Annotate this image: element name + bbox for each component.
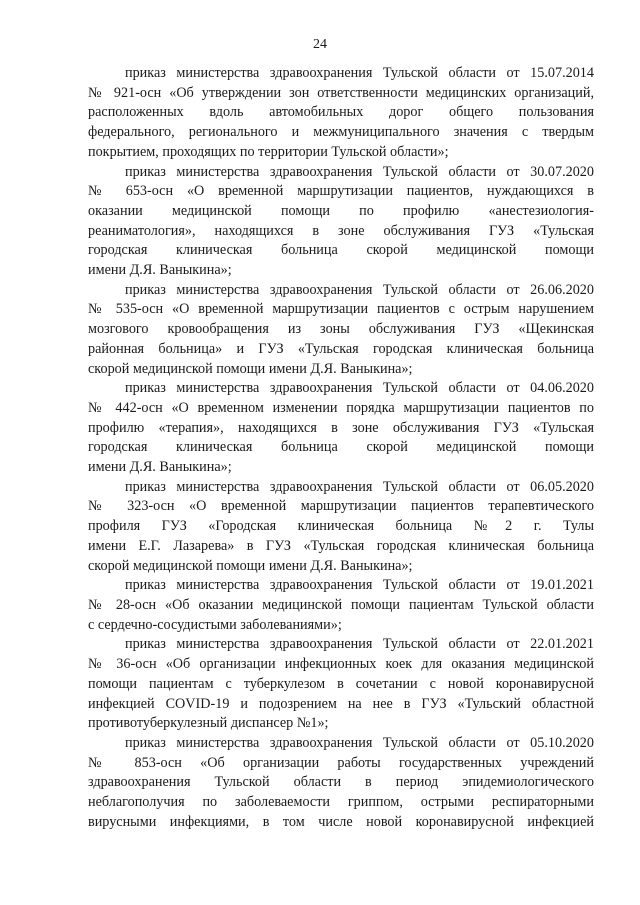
text-line: № 28-осн «Об оказании медицинской помощи пациентам Тульской области xyxy=(88,596,594,613)
text-line: противотуберкулезный диспансер №1»; xyxy=(88,715,329,732)
text-line: приказ министерства здравоохранения Тульской области от 15.07.2014 xyxy=(125,65,594,81)
paragraph-order-reference xyxy=(88,734,594,833)
text-line: № 535-осн «О временной маршрутизации пациентов с острым нарушением xyxy=(88,301,594,318)
text-line: федерального, регионального и межмуниципального значения с твердым xyxy=(88,124,594,141)
text-line: районная больница» и ГУЗ «Тульская городская клиническая больница xyxy=(88,340,594,357)
paragraph-order-reference xyxy=(88,635,594,734)
text-line: покрытием, проходящих по территории Тульской области»; xyxy=(88,143,449,160)
paragraph-order-reference xyxy=(88,576,594,635)
text-line: № 442-осн «О временном изменении порядка маршрутизации пациентов по xyxy=(88,399,594,416)
text-line: городская клиническая больница скорой медицинской помощи xyxy=(88,439,594,456)
text-line: приказ министерства здравоохранения Тульской области от 06.05.2020 xyxy=(125,478,594,495)
text-line: здравоохранения Тульской области в период эпидемиологического xyxy=(88,774,594,791)
text-line: № 921-осн «Об утверждении зон ответственности медицинских организаций, xyxy=(88,84,594,101)
paragraph-order-reference xyxy=(88,478,594,577)
text-line: скорой медицинской помощи имени Д.Я. Ваныкина»; xyxy=(88,360,413,377)
text-line: приказ министерства здравоохранения Тульской области от 26.06.2020 xyxy=(125,281,594,298)
paragraph-order-reference xyxy=(88,163,594,281)
page-number: 24 xyxy=(313,37,327,52)
text-line: № 653-осн «О временной маршрутизации пациентов, нуждающихся в xyxy=(88,183,594,200)
text-line: профилю «терапия», находящихся в зоне обслуживания ГУЗ «Тульская xyxy=(88,419,594,436)
text-line: приказ министерства здравоохранения Тульской области от 22.01.2021 xyxy=(125,636,594,653)
text-line: приказ министерства здравоохранения Тульской области от 04.06.2020 xyxy=(125,380,594,397)
text-line: неблагополучия по заболеваемости гриппом, острыми респираторными xyxy=(88,794,594,811)
text-line: помощи пациентам с туберкулезом в сочетании с новой коронавирусной xyxy=(88,675,594,692)
text-line: с сердечно-сосудистыми заболеваниями»; xyxy=(88,616,342,633)
text-line: имени Е.Г. Лазарева» в ГУЗ «Тульская городская клиническая больница xyxy=(88,537,594,554)
text-line: мозгового кровообращения из зоны обслуживания ГУЗ «Щекинская xyxy=(88,321,594,338)
text-line: инфекцией COVID-19 и подозрением на нее в ГУЗ «Тульский областной xyxy=(88,695,594,712)
text-line: вирусными инфекциями, в том числе новой коронавирусной инфекцией xyxy=(88,813,594,830)
paragraph-order-reference xyxy=(88,281,594,380)
text-line: приказ министерства здравоохранения Тульской области от 19.01.2021 xyxy=(125,577,594,594)
text-line: оказании медицинской помощи по профилю «анестезиология- xyxy=(88,202,594,219)
text-line: имени Д.Я. Ваныкина»; xyxy=(88,262,232,279)
text-line: реаниматология», находящихся в зоне обслуживания ГУЗ «Тульская xyxy=(88,222,594,239)
text-line: городская клиническая больница скорой медицинской помощи xyxy=(88,242,594,259)
text-line: приказ министерства здравоохранения Тульской области от 30.07.2020 xyxy=(125,163,594,180)
paragraph-order-reference xyxy=(88,379,594,478)
text-line: расположенных вдоль автомобильных дорог общего пользования xyxy=(88,104,594,121)
paragraph-order-reference xyxy=(88,64,594,163)
text-line: имени Д.Я. Ваныкина»; xyxy=(88,459,232,476)
text-line: № 36-осн «Об организации инфекционных коек для оказания медицинской xyxy=(88,656,594,673)
text-line: № 323-осн «О временной маршрутизации пациентов терапевтического xyxy=(88,498,594,515)
text-line: приказ министерства здравоохранения Тульской области от 05.10.2020 xyxy=(125,734,594,751)
document-body xyxy=(88,64,594,832)
text-line: скорой медицинской помощи имени Д.Я. Ваныкина»; xyxy=(88,557,413,574)
text-line: № 853-осн «Об организации работы государственных учреждений xyxy=(88,754,594,771)
text-line: профиля ГУЗ «Городская клиническая больница №2 г. Тулы xyxy=(88,518,594,535)
